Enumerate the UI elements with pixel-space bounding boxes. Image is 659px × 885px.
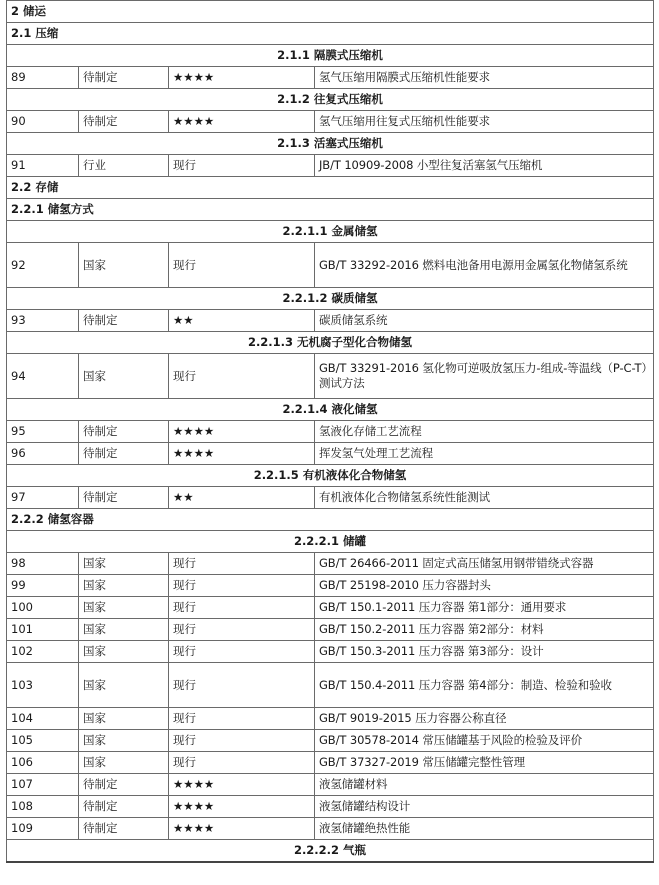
table-row: [7, 243, 654, 288]
standard-title: GB/T 26466-2011 固定式高压储氢用钢带错绕式容器: [315, 553, 654, 575]
section-heading: 2.2 存储: [7, 177, 654, 199]
subsection-heading-row: [7, 840, 654, 862]
table-row: [7, 155, 654, 177]
standard-status: 现行: [169, 575, 315, 597]
standard-title: GB/T 150.2-2011 压力容器 第2部分：材料: [315, 619, 654, 641]
standard-title: 氢气压缩用隔膜式压缩机性能要求: [315, 67, 654, 89]
row-number: 97: [7, 487, 79, 509]
standard-level: 待制定: [79, 421, 169, 443]
section-heading-row: [7, 509, 654, 531]
standard-level: 国家: [79, 641, 169, 663]
standard-level: 行业: [79, 155, 169, 177]
section-heading: 2.2.2 储氢容器: [7, 509, 654, 531]
table-row: [7, 421, 654, 443]
table-row: [7, 641, 654, 663]
standard-status: 现行: [169, 730, 315, 752]
row-number: 90: [7, 111, 79, 133]
standard-status: 现行: [169, 243, 315, 288]
standard-status: ★★: [169, 487, 315, 509]
row-number: 107: [7, 774, 79, 796]
subsection-heading: 2.1.1 隔膜式压缩机: [7, 45, 654, 67]
row-number: 108: [7, 796, 79, 818]
row-number: 100: [7, 597, 79, 619]
table-row: [7, 597, 654, 619]
subsection-heading-row: [7, 531, 654, 553]
standard-title: 挥发氢气处理工艺流程: [315, 443, 654, 465]
section-heading-row: [7, 199, 654, 221]
standard-level: 国家: [79, 575, 169, 597]
table-row: [7, 619, 654, 641]
standard-title: GB/T 150.3-2011 压力容器 第3部分：设计: [315, 641, 654, 663]
standard-level: 国家: [79, 597, 169, 619]
standards-table-body: [7, 1, 654, 862]
standard-level: 国家: [79, 708, 169, 730]
standard-status: ★★★★: [169, 774, 315, 796]
subsection-heading: 2.2.1.4 液化储氢: [7, 399, 654, 421]
standard-status: ★★★★: [169, 111, 315, 133]
table-row: [7, 752, 654, 774]
standard-level: 国家: [79, 663, 169, 708]
table-row: [7, 553, 654, 575]
row-number: 105: [7, 730, 79, 752]
subsection-heading: 2.2.1.5 有机液体化合物储氢: [7, 465, 654, 487]
row-number: 109: [7, 818, 79, 840]
standard-status: 现行: [169, 597, 315, 619]
row-number: 95: [7, 421, 79, 443]
table-row: [7, 487, 654, 509]
row-number: 91: [7, 155, 79, 177]
standard-status: ★★★★: [169, 67, 315, 89]
table-row: [7, 818, 654, 840]
table-row: [7, 575, 654, 597]
row-number: 99: [7, 575, 79, 597]
subsection-heading-row: [7, 45, 654, 67]
table-row: [7, 443, 654, 465]
standard-title: 液氢储罐绝热性能: [315, 818, 654, 840]
standard-level: 待制定: [79, 818, 169, 840]
row-number: 103: [7, 663, 79, 708]
standard-title: JB/T 10909-2008 小型往复活塞氢气压缩机: [315, 155, 654, 177]
standard-title: GB/T 150.1-2011 压力容器 第1部分：通用要求: [315, 597, 654, 619]
standard-status: 现行: [169, 553, 315, 575]
subsection-heading: 2.1.3 活塞式压缩机: [7, 133, 654, 155]
subsection-heading-row: [7, 332, 654, 354]
section-heading-row: [7, 23, 654, 45]
row-number: 96: [7, 443, 79, 465]
table-row: [7, 663, 654, 708]
table-row: [7, 354, 654, 399]
standard-status: ★★★★: [169, 796, 315, 818]
standard-title: GB/T 25198-2010 压力容器封头: [315, 575, 654, 597]
table-row: [7, 310, 654, 332]
standard-status: 现行: [169, 752, 315, 774]
standard-status: 现行: [169, 708, 315, 730]
standard-title: 氢液化存储工艺流程: [315, 421, 654, 443]
standards-table: [6, 0, 654, 863]
standard-title: 碳质储氢系统: [315, 310, 654, 332]
standard-title: 氢气压缩用往复式压缩机性能要求: [315, 111, 654, 133]
standard-status: 现行: [169, 641, 315, 663]
standard-title: GB/T 33292-2016 燃料电池备用电源用金属氢化物储氢系统: [315, 243, 654, 288]
subsection-heading: 2.2.1.2 碳质储氢: [7, 288, 654, 310]
section-heading-row: [7, 1, 654, 23]
standard-title: 有机液体化合物储氢系统性能测试: [315, 487, 654, 509]
standard-level: 待制定: [79, 774, 169, 796]
standard-level: 国家: [79, 752, 169, 774]
standard-level: 待制定: [79, 67, 169, 89]
standard-level: 国家: [79, 354, 169, 399]
row-number: 101: [7, 619, 79, 641]
subsection-heading: 2.2.1.1 金属储氢: [7, 221, 654, 243]
row-number: 104: [7, 708, 79, 730]
section-heading: 2 储运: [7, 1, 654, 23]
subsection-heading: 2.2.2.2 气瓶: [7, 840, 654, 862]
subsection-heading: 2.1.2 往复式压缩机: [7, 89, 654, 111]
table-row: [7, 708, 654, 730]
standard-level: 国家: [79, 619, 169, 641]
table-row: [7, 730, 654, 752]
standard-status: 现行: [169, 354, 315, 399]
subsection-heading: 2.2.2.1 储罐: [7, 531, 654, 553]
standard-title: GB/T 33291-2016 氢化物可逆吸放氢压力-组成-等温线（P-C-T）测试方法: [315, 354, 654, 399]
standard-title: GB/T 150.4-2011 压力容器 第4部分：制造、检验和验收: [315, 663, 654, 708]
row-number: 92: [7, 243, 79, 288]
standard-status: ★★★★: [169, 443, 315, 465]
standard-title: GB/T 37327-2019 常压储罐完整性管理: [315, 752, 654, 774]
row-number: 89: [7, 67, 79, 89]
standard-title: 液氢储罐结构设计: [315, 796, 654, 818]
row-number: 98: [7, 553, 79, 575]
standard-title: GB/T 30578-2014 常压储罐基于风险的检验及评价: [315, 730, 654, 752]
table-row: [7, 774, 654, 796]
standard-status: ★★: [169, 310, 315, 332]
subsection-heading: 2.2.1.3 无机腐子型化合物储氢: [7, 332, 654, 354]
row-number: 93: [7, 310, 79, 332]
standard-status: 现行: [169, 619, 315, 641]
standard-status: 现行: [169, 663, 315, 708]
standard-status: ★★★★: [169, 818, 315, 840]
subsection-heading-row: [7, 221, 654, 243]
row-number: 102: [7, 641, 79, 663]
table-row: [7, 111, 654, 133]
subsection-heading-row: [7, 89, 654, 111]
standard-level: 待制定: [79, 443, 169, 465]
row-number: 106: [7, 752, 79, 774]
standard-level: 待制定: [79, 111, 169, 133]
table-row: [7, 67, 654, 89]
subsection-heading-row: [7, 288, 654, 310]
standard-level: 待制定: [79, 487, 169, 509]
subsection-heading-row: [7, 133, 654, 155]
standard-status: 现行: [169, 155, 315, 177]
standard-title: 液氢储罐材料: [315, 774, 654, 796]
row-number: 94: [7, 354, 79, 399]
subsection-heading-row: [7, 465, 654, 487]
standards-table-sheet: [6, 0, 653, 863]
table-row: [7, 796, 654, 818]
standard-level: 待制定: [79, 796, 169, 818]
standard-level: 待制定: [79, 310, 169, 332]
section-heading: 2.2.1 储氢方式: [7, 199, 654, 221]
standard-level: 国家: [79, 553, 169, 575]
subsection-heading-row: [7, 399, 654, 421]
section-heading: 2.1 压缩: [7, 23, 654, 45]
standard-level: 国家: [79, 730, 169, 752]
section-heading-row: [7, 177, 654, 199]
standard-level: 国家: [79, 243, 169, 288]
standard-status: ★★★★: [169, 421, 315, 443]
standard-title: GB/T 9019-2015 压力容器公称直径: [315, 708, 654, 730]
